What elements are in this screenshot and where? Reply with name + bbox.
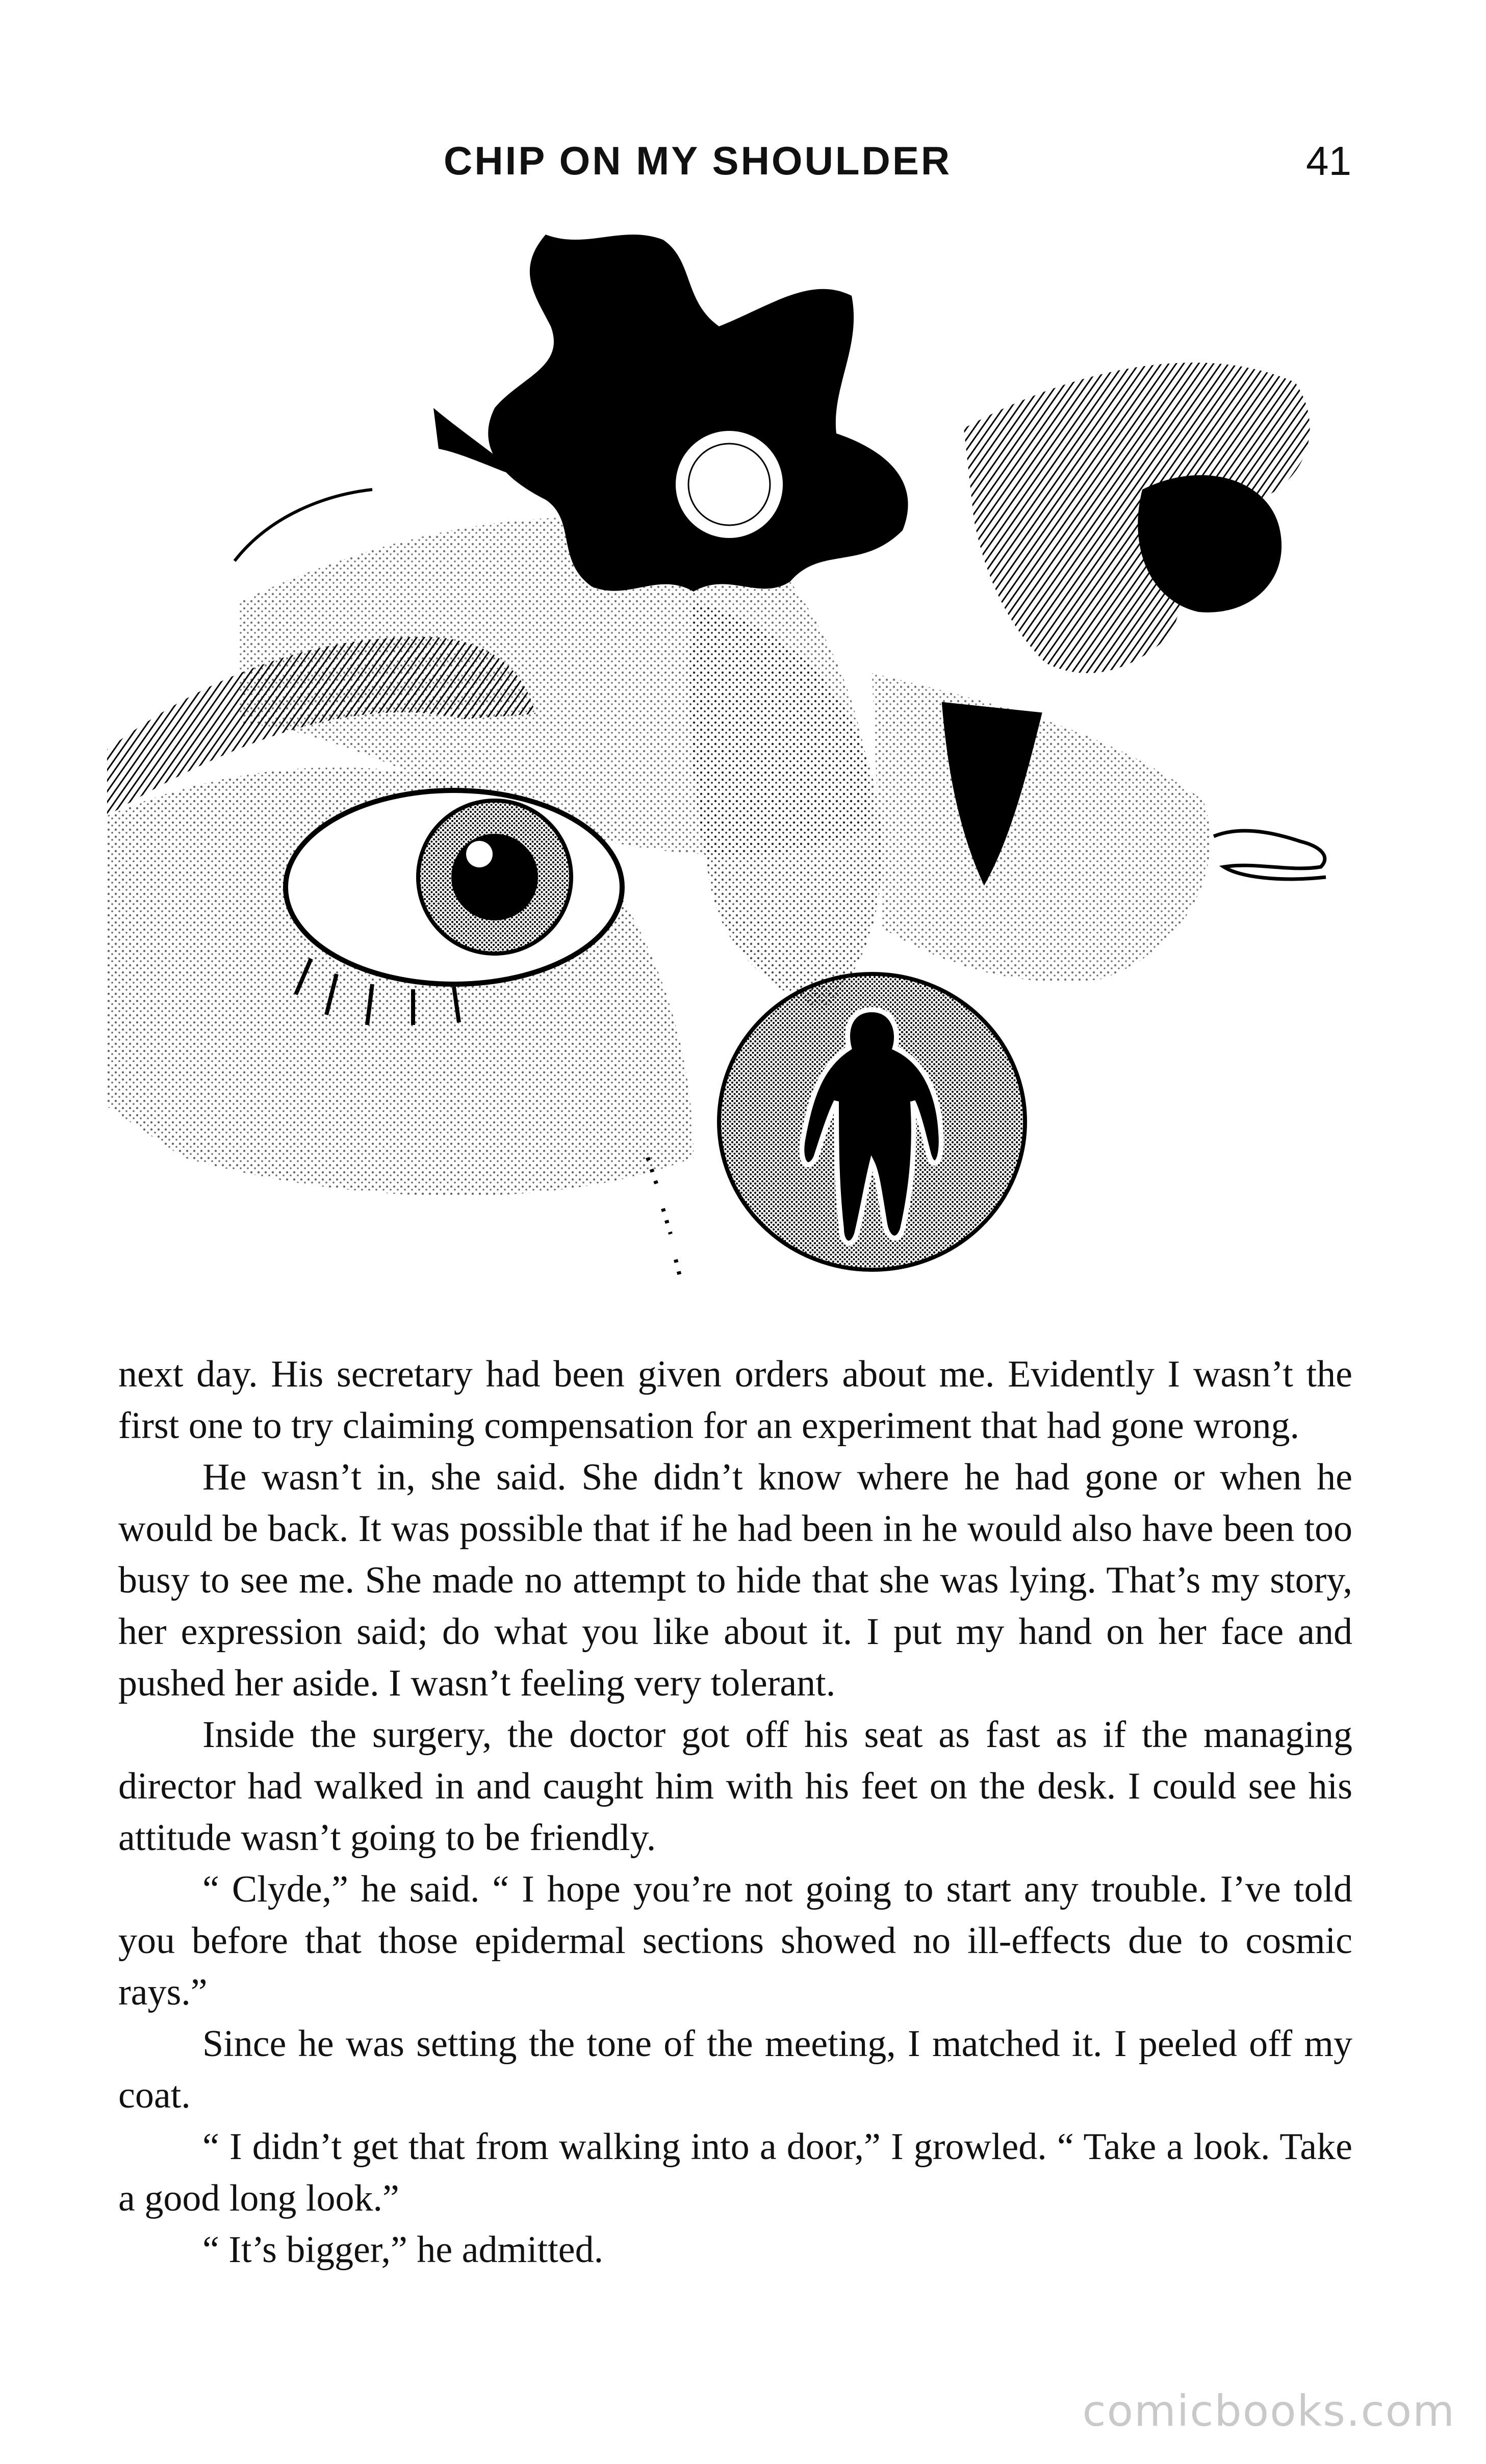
right-cheek-stipple <box>872 673 1210 982</box>
page-number: 41 <box>1306 138 1351 184</box>
page-header <box>117 138 1351 199</box>
watermark: comicbooks.com <box>1082 2386 1455 2436</box>
story-text <box>118 1349 1352 2276</box>
story-illustration <box>107 214 1387 1326</box>
eye-highlight <box>466 841 493 867</box>
paragraph-5: Since he was setting the tone of the meeting, I matched it. I peeled off my coat. <box>118 2023 1352 2116</box>
paragraph-1: next day. His secretary had been given orders about me. Evidently I wasn’t the first one to try claiming compensation for an experiment that had gone wrong. <box>118 1353 1352 1447</box>
brow-line <box>235 490 372 561</box>
paragraph-7: “ It’s bigger,” he admitted. <box>202 2229 604 2271</box>
dotted-trail <box>648 1158 681 1280</box>
paragraph-3: Inside the surgery, the doctor got off his seat as fast as if the managing director had walked in and caught him with his feet on the desk. I could see his attitude wasn’t going to be friendly. <box>118 1714 1352 1859</box>
paragraph-4: “ Clyde,” he said. “ I hope you’re not going to start any trouble. I’ve told you before that those epidermal sections showed no ill-effects due to cosmic rays.” <box>118 1868 1352 2013</box>
paragraph-2: He wasn’t in, she said. She didn’t know where he had gone or when he would be back. It was possible that if he had been in he would also have been too busy to see me. She made no attempt to hide that she was lying. That’s my story, her expression said; do what you like about it. I put my hand on her face and pushed her aside. I wasn’t feeling very tolerant. <box>118 1456 1352 1704</box>
running-title: CHIP ON MY SHOULDER <box>444 138 952 183</box>
artist-signature <box>1214 831 1326 879</box>
nose-stipple <box>689 602 882 1010</box>
eye-pupil <box>451 834 538 920</box>
paragraph-6: “ I didn’t get that from walking into a door,” I growled. “ Take a look. Take a good long look.” <box>118 2126 1352 2219</box>
